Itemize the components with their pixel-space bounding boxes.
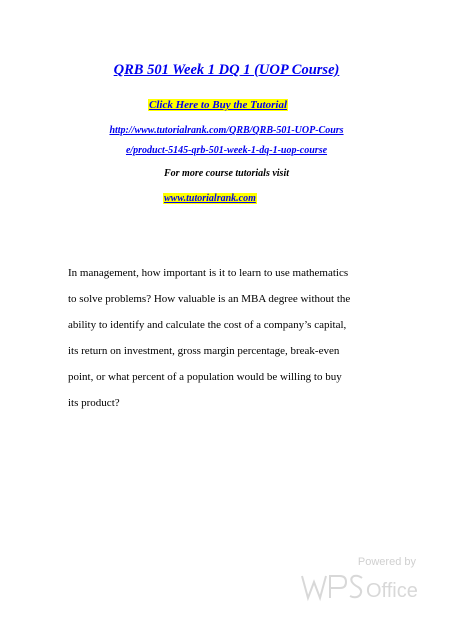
wps-watermark	[300, 556, 420, 606]
tutorial-url-line-2[interactable]: e/product-5145-qrb-501-week-1-dq-1-uop-course	[125, 145, 328, 156]
visit-text: For more course tutorials visit	[163, 168, 289, 179]
paragraph-line: ability to identify and calculate the cost of a company’s capital,	[68, 319, 347, 331]
paragraph-line: point, or what percent of a population would be willing to buy	[68, 371, 342, 383]
document-title-link[interactable]: QRB 501 Week 1 DQ 1 (UOP Course)	[113, 62, 340, 78]
paragraph-line: to solve problems? How valuable is an MBA degree without the	[68, 293, 351, 305]
paragraph-line: its return on investment, gross margin percentage, break-even	[68, 345, 340, 357]
watermark-powered-by: Powered by	[357, 556, 416, 568]
paragraph-line: In management, how important is it to learn to use mathematics	[68, 267, 349, 279]
wps-office-logo-icon	[300, 570, 420, 604]
question-paragraph	[68, 260, 398, 416]
svg-text:Office: Office	[366, 580, 418, 602]
paragraph-line: its product?	[68, 397, 120, 409]
site-link[interactable]: www.tutorialrank.com	[164, 193, 256, 204]
buy-tutorial-link[interactable]: Click Here to Buy the Tutorial	[149, 99, 288, 111]
tutorial-url-line-1[interactable]: http://www.tutorialrank.com/QRB/QRB-501-UOP-Cours	[109, 125, 344, 136]
